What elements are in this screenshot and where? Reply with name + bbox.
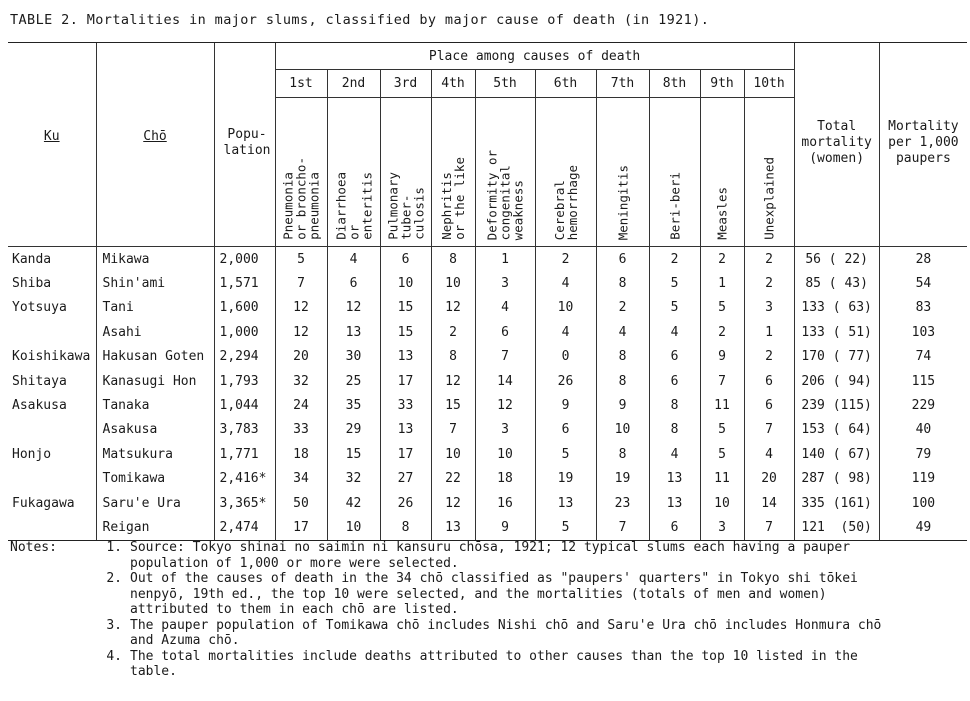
ordinal-header: 9th [700,70,744,98]
cause-count-cell: 4 [649,442,700,466]
cause-count-cell: 8 [649,418,700,442]
ordinal-header: 8th [649,70,700,98]
total-mortality-cell: 133 ( 51) [794,320,879,344]
cause-count-cell: 6 [535,418,596,442]
cause-count-cell: 17 [275,515,327,540]
cause-header [275,98,327,247]
rate-cell: 28 [879,247,967,272]
ku-cell: Shitaya [12,373,67,389]
ku-cell [8,418,96,442]
cause-count-cell: 4 [327,247,380,272]
cause-count-cell: 10 [535,296,596,320]
total-mortality-cell: 335 (161) [794,491,879,515]
cause-label: Deformity or congenital weakness [484,149,526,240]
cause-count-cell: 2 [700,247,744,272]
cause-count-cell: 3 [744,296,794,320]
cause-count-cell: 33 [380,393,431,417]
total-mortality-cell: 153 ( 64) [794,418,879,442]
cause-count-cell: 26 [380,491,431,515]
cause-count-cell: 6 [475,320,535,344]
note-item [10,618,890,649]
population-cell: 1,771 [214,442,275,466]
cause-count-cell: 13 [327,320,380,344]
cause-count-cell: 2 [649,247,700,272]
note-text: Source: Tokyo shinai no saimin ni kansuru chōsa, 1921; 12 typical slums each having a pauper population of 1,000 or more were selected. [130,540,851,571]
cho-cell: Asahi [96,320,214,344]
cho-cell: Reigan [96,515,214,540]
population-cell: 3,783 [214,418,275,442]
cho-cell: Tomikawa [96,467,214,491]
population-cell: 1,793 [214,369,275,393]
cause-header [700,98,744,247]
total-mortality-cell: 239 (115) [794,393,879,417]
cause-count-cell: 7 [700,369,744,393]
cause-count-cell: 24 [275,393,327,417]
cause-count-cell: 10 [431,271,475,295]
cause-count-cell: 8 [596,369,649,393]
cause-count-cell: 2 [700,320,744,344]
total-mortality-cell: 140 ( 67) [794,442,879,466]
population-cell: 2,294 [214,345,275,369]
cause-count-cell: 5 [275,247,327,272]
cause-header [327,98,380,247]
cause-count-cell: 6 [744,393,794,417]
cause-count-cell: 6 [380,247,431,272]
cause-count-cell: 7 [744,418,794,442]
cause-count-cell: 9 [475,515,535,540]
cause-label: Nephritis or the like [439,157,467,240]
cause-count-cell: 8 [596,442,649,466]
cause-count-cell: 17 [380,442,431,466]
note-text: The total mortalities include deaths attributed to other causes than the top 10 listed in the table. [130,648,858,679]
cause-count-cell: 13 [380,345,431,369]
ku-cell [8,515,96,540]
cause-label: Meningitis [615,164,630,240]
rate-cell: 119 [879,467,967,491]
table-title: TABLE 2. Mortalities in major slums, classified by major cause of death (in 1921). [10,12,710,28]
total-mortality-cell: 170 ( 77) [794,345,879,369]
notes [10,540,890,680]
population-cell: 1,044 [214,393,275,417]
cause-count-cell: 5 [700,442,744,466]
cause-count-cell: 6 [744,369,794,393]
cause-count-cell: 12 [275,296,327,320]
rate-header: Mortality per 1,000 paupers [879,43,967,247]
cho-cell: Tanaka [96,393,214,417]
cause-label: Cerebral hemorrhage [551,164,580,240]
cause-count-cell: 5 [649,296,700,320]
note-number: 2. [106,571,122,586]
cause-count-cell: 14 [744,491,794,515]
cause-count-cell: 6 [649,369,700,393]
cho-header: Chō [96,43,214,247]
rate-cell: 79 [879,442,967,466]
population-cell: 2,000 [214,247,275,272]
cause-count-cell: 42 [327,491,380,515]
table-row [8,369,967,393]
cause-count-cell: 26 [535,369,596,393]
cause-count-cell: 5 [535,515,596,540]
table-row [8,247,967,272]
ku-cell: Kanda [12,251,52,267]
population-header: Popu- lation [214,43,275,247]
cause-count-cell: 4 [649,320,700,344]
ku-header: Ku [8,43,96,247]
cause-count-cell: 9 [535,393,596,417]
ku-cell: Honjo [12,446,52,462]
cause-count-cell: 5 [700,418,744,442]
cause-count-cell: 27 [380,467,431,491]
note-number: 4. [106,648,122,664]
cho-cell: Hakusan Goten [96,345,214,369]
cause-count-cell: 4 [744,442,794,466]
cause-count-cell: 10 [327,515,380,540]
cause-count-cell: 6 [327,271,380,295]
cho-cell: Asakusa [96,418,214,442]
table-row [8,515,967,540]
ordinal-header: 2nd [327,70,380,98]
cause-count-cell: 7 [431,418,475,442]
ordinal-header: 6th [535,70,596,98]
cause-header [535,98,596,247]
note-item [10,649,890,680]
cause-count-cell: 2 [744,345,794,369]
cause-count-cell: 5 [700,296,744,320]
table-row [8,491,967,515]
cause-label: Diarrhoea or enteritis [333,172,374,240]
cho-cell: Shin'ami [96,271,214,295]
cause-count-cell: 17 [380,369,431,393]
ku-cell: Yotsuya [12,300,67,316]
cause-count-cell: 8 [596,345,649,369]
mortality-table [8,42,967,541]
cause-count-cell: 19 [535,467,596,491]
cause-count-cell: 2 [535,247,596,272]
note-number: 1. [106,540,122,555]
cause-count-cell: 5 [535,442,596,466]
rate-cell: 103 [879,320,967,344]
cause-count-cell: 2 [744,247,794,272]
cause-header [744,98,794,247]
cause-count-cell: 13 [535,491,596,515]
cause-count-cell: 10 [700,491,744,515]
cause-label: Measles [714,187,730,240]
rate-cell: 115 [879,369,967,393]
cause-count-cell: 8 [596,271,649,295]
cause-count-cell: 18 [275,442,327,466]
cause-header [431,98,475,247]
rate-cell: 229 [879,393,967,417]
cause-count-cell: 23 [596,491,649,515]
cause-count-cell: 2 [596,296,649,320]
cause-count-cell: 11 [700,467,744,491]
cause-count-cell: 7 [744,515,794,540]
notes-label: Notes: [10,540,57,555]
rate-cell: 54 [879,271,967,295]
cause-count-cell: 6 [596,247,649,272]
cause-count-cell: 20 [275,345,327,369]
cause-count-cell: 8 [380,515,431,540]
cause-count-cell: 4 [475,296,535,320]
cause-count-cell: 13 [649,467,700,491]
ku-cell [8,467,96,491]
note-text: Out of the causes of death in the 34 chō classified as "paupers' quarters" in Tokyo shi tōkei nenpyō, 19th ed., the top 10 were selected, and the mortalities (totals of men and women) attributed to them in each chō are listed. [130,571,858,617]
cho-cell: Mikawa [96,247,214,272]
cause-count-cell: 3 [475,271,535,295]
cause-count-cell: 7 [275,271,327,295]
cause-count-cell: 12 [431,296,475,320]
cause-count-cell: 20 [744,467,794,491]
cause-count-cell: 10 [475,442,535,466]
cause-count-cell: 3 [475,418,535,442]
cause-label: Pulmonary tuber- culosis [385,172,426,240]
cause-count-cell: 13 [649,491,700,515]
ordinal-header: 1st [275,70,327,98]
population-cell: 2,474 [214,515,275,540]
cause-count-cell: 8 [649,393,700,417]
cause-count-cell: 6 [649,515,700,540]
cause-count-cell: 11 [700,393,744,417]
ordinal-header: 3rd [380,70,431,98]
cause-count-cell: 9 [700,345,744,369]
cause-header [475,98,535,247]
cause-count-cell: 16 [475,491,535,515]
cause-header [649,98,700,247]
note-item [10,571,890,618]
ordinal-header: 5th [475,70,535,98]
rate-cell: 40 [879,418,967,442]
cause-count-cell: 9 [596,393,649,417]
total-mortality-cell: 287 ( 98) [794,467,879,491]
total-mortality-header: Total mortality (women) [794,43,879,247]
cause-count-cell: 13 [431,515,475,540]
cause-count-cell: 3 [700,515,744,540]
note-number: 3. [106,617,122,633]
ku-cell [8,320,96,344]
cause-count-cell: 15 [380,320,431,344]
cause-header [596,98,649,247]
total-mortality-cell: 56 ( 22) [794,247,879,272]
ku-cell: Fukagawa [12,495,75,511]
ordinal-header: 7th [596,70,649,98]
total-mortality-cell: 85 ( 43) [794,271,879,295]
cause-count-cell: 7 [475,345,535,369]
cho-cell: Matsukura [96,442,214,466]
cause-count-cell: 35 [327,393,380,417]
rate-cell: 74 [879,345,967,369]
cause-count-cell: 15 [431,393,475,417]
cause-count-cell: 8 [431,247,475,272]
cause-count-cell: 1 [744,320,794,344]
rate-cell: 100 [879,491,967,515]
population-cell: 1,000 [214,320,275,344]
cause-count-cell: 1 [700,271,744,295]
cause-count-cell: 2 [744,271,794,295]
cause-count-cell: 22 [431,467,475,491]
cause-count-cell: 4 [596,320,649,344]
cause-label: Pneumonia or broncho- pneumonia [280,157,322,240]
cho-cell: Saru'e Ura [96,491,214,515]
population-cell: 1,571 [214,271,275,295]
cause-count-cell: 18 [475,467,535,491]
table-row [8,442,967,466]
population-cell: 2,416* [214,467,275,491]
cause-count-cell: 2 [431,320,475,344]
note-text: The pauper population of Tomikawa chō includes Nishi chō and Saru'e Ura chō includes Honmura chō and Azuma chō. [130,617,882,648]
table-row [8,393,967,417]
total-mortality-cell: 133 ( 63) [794,296,879,320]
cause-count-cell: 1 [475,247,535,272]
total-mortality-cell: 206 ( 94) [794,369,879,393]
cause-label: Unexplained [761,157,777,240]
cause-count-cell: 32 [275,369,327,393]
cause-count-cell: 30 [327,345,380,369]
cause-count-cell: 4 [535,320,596,344]
ordinal-header: 10th [744,70,794,98]
rate-cell: 83 [879,296,967,320]
cause-count-cell: 19 [596,467,649,491]
table-row [8,345,967,369]
cho-cell: Tani [96,296,214,320]
cause-count-cell: 15 [380,296,431,320]
cause-count-cell: 14 [475,369,535,393]
cause-count-cell: 0 [535,345,596,369]
table-row [8,296,967,320]
cause-count-cell: 10 [596,418,649,442]
table-row [8,467,967,491]
cause-count-cell: 15 [327,442,380,466]
note-item [10,540,890,571]
table-row [8,418,967,442]
cause-count-cell: 10 [431,442,475,466]
cause-count-cell: 12 [327,296,380,320]
table-row [8,320,967,344]
cause-count-cell: 25 [327,369,380,393]
cause-count-cell: 50 [275,491,327,515]
population-cell: 3,365* [214,491,275,515]
cause-count-cell: 10 [380,271,431,295]
ku-cell: Shiba [12,276,52,292]
table-row [8,271,967,295]
cause-header [380,98,431,247]
cause-count-cell: 12 [475,393,535,417]
population-cell: 1,600 [214,296,275,320]
ordinal-header: 4th [431,70,475,98]
cause-count-cell: 12 [431,369,475,393]
cause-count-cell: 12 [431,491,475,515]
cause-count-cell: 34 [275,467,327,491]
cause-count-cell: 13 [380,418,431,442]
cause-count-cell: 8 [431,345,475,369]
cho-cell: Kanasugi Hon [96,369,214,393]
cause-count-cell: 33 [275,418,327,442]
ku-cell: Koishikawa [12,349,91,365]
cause-count-cell: 29 [327,418,380,442]
ku-cell: Asakusa [12,398,67,414]
cause-count-cell: 12 [275,320,327,344]
cause-count-cell: 32 [327,467,380,491]
cause-count-cell: 4 [535,271,596,295]
cause-label: Beri-beri [667,172,682,240]
cause-count-cell: 7 [596,515,649,540]
cause-count-cell: 5 [649,271,700,295]
total-mortality-cell: 121 (50) [794,515,879,540]
place-among-header: Place among causes of death [275,43,794,70]
cause-count-cell: 6 [649,345,700,369]
rate-cell: 49 [879,515,967,540]
